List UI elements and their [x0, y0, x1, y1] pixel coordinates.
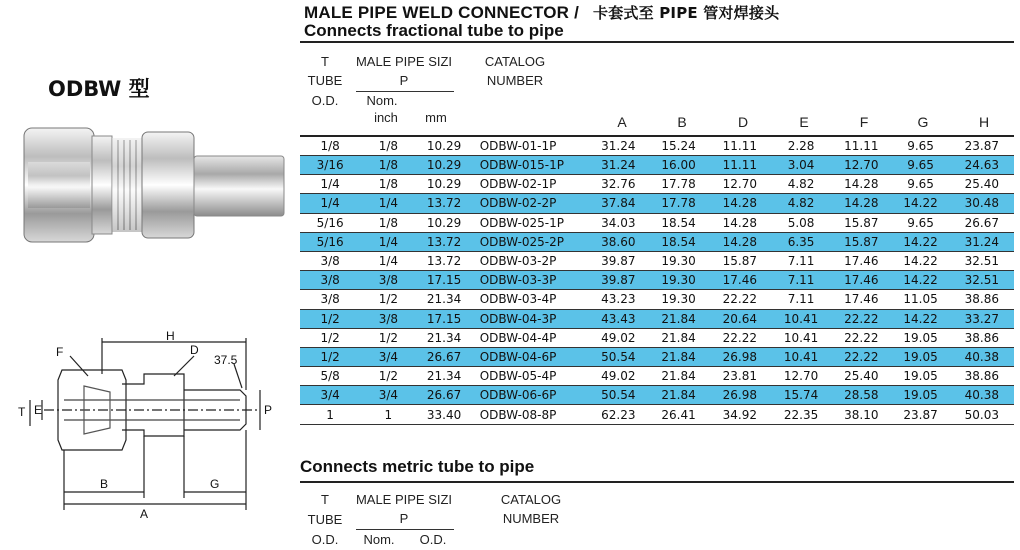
cell-dim-h: 40.38	[950, 347, 1014, 366]
cell-catalog-number: ODBW-03-3P	[472, 271, 588, 290]
cell-dim-a: 32.76	[588, 175, 648, 194]
cell-catalog-number: ODBW-02-1P	[472, 175, 588, 194]
section2-header-number: NUMBER	[502, 511, 560, 526]
cell-dim-d: 26.98	[709, 386, 771, 405]
cell-pipe-mm: 13.72	[416, 232, 471, 251]
cell-dim-d: 14.28	[709, 194, 771, 213]
table-row	[300, 309, 1014, 328]
cell-dim-h: 26.67	[950, 213, 1014, 232]
cell-dim-d: 11.11	[709, 136, 771, 156]
cell-dim-d: 14.28	[709, 232, 771, 251]
section2-rule	[300, 481, 1014, 483]
cell-dim-b: 21.84	[648, 367, 708, 386]
table-row	[300, 251, 1014, 270]
cell-dim-a: 31.24	[588, 136, 648, 156]
cell-dim-g: 19.05	[891, 328, 949, 347]
cell-pipe-inch: 1/8	[360, 213, 416, 232]
header-mm: mm	[425, 110, 447, 125]
cell-dim-d: 17.46	[709, 271, 771, 290]
cell-pipe-inch: 1/2	[360, 367, 416, 386]
cell-dim-f: 25.40	[831, 367, 891, 386]
cell-dim-g: 14.22	[891, 194, 949, 213]
cell-pipe-inch: 1/4	[360, 251, 416, 270]
cell-dim-e: 10.41	[771, 347, 831, 366]
dim-label-h: H	[166, 330, 175, 343]
dim-label-f: F	[56, 345, 64, 359]
cell-catalog-number: ODBW-03-2P	[472, 251, 588, 270]
cell-pipe-mm: 26.67	[416, 386, 471, 405]
cell-dim-g: 9.65	[891, 175, 949, 194]
cell-tube-od: 1/8	[300, 136, 360, 156]
dim-label-angle: 37.5	[214, 353, 238, 367]
section2-p-underline	[356, 529, 454, 530]
page-subtitle: Connects fractional tube to pipe	[304, 21, 564, 40]
dim-label-g: G	[210, 477, 220, 491]
cell-dim-g: 14.22	[891, 309, 949, 328]
cell-dim-e: 7.11	[771, 290, 831, 309]
cell-dim-a: 49.02	[588, 328, 648, 347]
cell-dim-f: 11.11	[831, 136, 891, 156]
header-od: O.D.	[311, 93, 339, 108]
cell-dim-b: 21.84	[648, 309, 708, 328]
cell-dim-f: 14.28	[831, 175, 891, 194]
table-row	[300, 156, 1014, 175]
cell-catalog-number: ODBW-06-6P	[472, 386, 588, 405]
cell-tube-od: 5/16	[300, 232, 360, 251]
cell-dim-e: 7.11	[771, 271, 831, 290]
cell-pipe-inch: 1/2	[360, 328, 416, 347]
spec-table	[300, 135, 1014, 425]
header-tube: TUBE	[307, 73, 343, 88]
section2-header-catalog: CATALOG	[500, 492, 562, 507]
cell-dim-a: 34.03	[588, 213, 648, 232]
header-inch: inch	[374, 110, 398, 125]
dim-label-a: A	[140, 507, 149, 521]
cell-dim-f: 17.46	[831, 290, 891, 309]
cell-dim-e: 5.08	[771, 213, 831, 232]
page-title	[304, 2, 779, 23]
cell-dim-e: 3.04	[771, 156, 831, 175]
cell-tube-od: 1/4	[300, 175, 360, 194]
dim-label-t: T	[18, 405, 26, 419]
cell-dim-g: 23.87	[891, 405, 949, 424]
model-label: ODBW 型	[48, 77, 150, 101]
cell-dim-f: 22.22	[831, 347, 891, 366]
table-row	[300, 175, 1014, 194]
cell-pipe-inch: 1/4	[360, 232, 416, 251]
cell-pipe-mm: 13.72	[416, 194, 471, 213]
cell-dim-a: 31.24	[588, 156, 648, 175]
cell-dim-e: 10.41	[771, 309, 831, 328]
cell-dim-g: 9.65	[891, 213, 949, 232]
cell-dim-b: 26.41	[648, 405, 708, 424]
table-row	[300, 271, 1014, 290]
cell-tube-od: 3/8	[300, 290, 360, 309]
cell-dim-b: 18.54	[648, 213, 708, 232]
cell-dim-g: 11.05	[891, 290, 949, 309]
cell-dim-b: 21.84	[648, 328, 708, 347]
table-row	[300, 386, 1014, 405]
cell-pipe-mm: 13.72	[416, 251, 471, 270]
cell-dim-f: 15.87	[831, 213, 891, 232]
cell-pipe-inch: 1	[360, 405, 416, 424]
cell-dim-h: 31.24	[950, 232, 1014, 251]
cell-pipe-mm: 21.34	[416, 290, 471, 309]
cell-dim-a: 37.84	[588, 194, 648, 213]
cell-dim-h: 32.51	[950, 251, 1014, 270]
cell-dim-e: 12.70	[771, 367, 831, 386]
cell-dim-b: 21.84	[648, 386, 708, 405]
cell-catalog-number: ODBW-025-2P	[472, 232, 588, 251]
cell-dim-d: 12.70	[709, 175, 771, 194]
cell-catalog-number: ODBW-025-1P	[472, 213, 588, 232]
cell-tube-od: 1/2	[300, 309, 360, 328]
cell-dim-e: 22.35	[771, 405, 831, 424]
cell-dim-h: 30.48	[950, 194, 1014, 213]
header-dim-g: G	[917, 114, 929, 130]
cell-dim-b: 19.30	[648, 251, 708, 270]
cell-catalog-number: ODBW-04-3P	[472, 309, 588, 328]
title-chinese: 卡套式至 PIPE 管对焊接头	[593, 4, 780, 22]
cell-dim-e: 7.11	[771, 251, 831, 270]
header-dim-e: E	[799, 114, 809, 130]
cell-pipe-mm: 26.67	[416, 347, 471, 366]
cell-dim-g: 19.05	[891, 347, 949, 366]
cell-tube-od: 3/16	[300, 156, 360, 175]
cell-pipe-inch: 1/4	[360, 194, 416, 213]
cell-dim-d: 23.81	[709, 367, 771, 386]
cell-tube-od: 1/2	[300, 328, 360, 347]
cell-dim-e: 6.35	[771, 232, 831, 251]
cell-dim-g: 9.65	[891, 136, 949, 156]
cell-dim-b: 19.30	[648, 271, 708, 290]
section2-header-t: T	[321, 492, 329, 507]
cell-dim-b: 17.78	[648, 194, 708, 213]
cell-dim-a: 39.87	[588, 251, 648, 270]
header-t: T	[321, 54, 329, 69]
cell-dim-e: 2.28	[771, 136, 831, 156]
cell-catalog-number: ODBW-02-2P	[472, 194, 588, 213]
cell-pipe-inch: 3/4	[360, 347, 416, 366]
cell-pipe-mm: 21.34	[416, 328, 471, 347]
cell-pipe-mm: 10.29	[416, 156, 471, 175]
cell-dim-d: 34.92	[709, 405, 771, 424]
header-dim-a: A	[617, 114, 627, 130]
cell-catalog-number: ODBW-01-1P	[472, 136, 588, 156]
cell-catalog-number: ODBW-015-1P	[472, 156, 588, 175]
cell-dim-f: 17.46	[831, 271, 891, 290]
cell-dim-f: 22.22	[831, 328, 891, 347]
header-dim-d: D	[737, 114, 749, 130]
cell-tube-od: 3/4	[300, 386, 360, 405]
cell-dim-f: 15.87	[831, 232, 891, 251]
cell-dim-a: 38.60	[588, 232, 648, 251]
cell-pipe-mm: 21.34	[416, 367, 471, 386]
cell-pipe-mm: 17.15	[416, 271, 471, 290]
cell-pipe-inch: 1/2	[360, 290, 416, 309]
cell-dim-g: 9.65	[891, 156, 949, 175]
cell-pipe-mm: 17.15	[416, 309, 471, 328]
table-row	[300, 347, 1014, 366]
cell-dim-b: 17.78	[648, 175, 708, 194]
dim-label-d: D	[190, 343, 199, 357]
header-p: P	[399, 73, 409, 88]
cell-catalog-number: ODBW-08-8P	[472, 405, 588, 424]
cell-dim-f: 28.58	[831, 386, 891, 405]
header-dim-h: H	[978, 114, 990, 130]
cell-dim-a: 43.43	[588, 309, 648, 328]
cell-dim-a: 39.87	[588, 271, 648, 290]
product-photo	[18, 122, 290, 248]
cell-dim-h: 38.86	[950, 290, 1014, 309]
cell-dim-b: 16.00	[648, 156, 708, 175]
table-row	[300, 136, 1014, 156]
cell-tube-od: 3/8	[300, 251, 360, 270]
cell-dim-d: 11.11	[709, 156, 771, 175]
cell-pipe-inch: 3/4	[360, 386, 416, 405]
cell-catalog-number: ODBW-04-4P	[472, 328, 588, 347]
table-row	[300, 213, 1014, 232]
section2-header-p: P	[399, 511, 409, 526]
cell-dim-g: 19.05	[891, 367, 949, 386]
cell-dim-a: 62.23	[588, 405, 648, 424]
table-row	[300, 290, 1014, 309]
cell-dim-h: 32.51	[950, 271, 1014, 290]
cell-catalog-number: ODBW-03-4P	[472, 290, 588, 309]
cell-dim-f: 14.28	[831, 194, 891, 213]
cell-catalog-number: ODBW-04-6P	[472, 347, 588, 366]
cell-dim-b: 18.54	[648, 232, 708, 251]
cell-pipe-mm: 10.29	[416, 175, 471, 194]
cell-pipe-inch: 1/8	[360, 136, 416, 156]
header-catalog: CATALOG	[484, 54, 546, 69]
table-row	[300, 328, 1014, 347]
cell-dim-h: 38.86	[950, 328, 1014, 347]
cell-dim-h: 50.03	[950, 405, 1014, 424]
cell-pipe-mm: 10.29	[416, 213, 471, 232]
header-male-pipe-size: MALE PIPE SIZI	[355, 54, 453, 69]
cell-dim-f: 22.22	[831, 309, 891, 328]
table-row	[300, 367, 1014, 386]
cell-dim-f: 12.70	[831, 156, 891, 175]
cell-dim-h: 23.87	[950, 136, 1014, 156]
cell-dim-h: 33.27	[950, 309, 1014, 328]
cell-dim-h: 25.40	[950, 175, 1014, 194]
cell-dim-d: 26.98	[709, 347, 771, 366]
section2-header-od2: O.D.	[419, 532, 447, 547]
table-row	[300, 194, 1014, 213]
cell-dim-a: 50.54	[588, 386, 648, 405]
cell-dim-h: 38.86	[950, 367, 1014, 386]
cell-pipe-inch: 1/8	[360, 156, 416, 175]
cell-dim-f: 38.10	[831, 405, 891, 424]
title-english: MALE PIPE WELD CONNECTOR /	[304, 3, 580, 22]
technical-drawing	[14, 330, 286, 526]
cell-dim-g: 14.22	[891, 251, 949, 270]
section2-header-tube: TUBE	[307, 512, 343, 527]
cell-dim-b: 15.24	[648, 136, 708, 156]
cell-dim-e: 10.41	[771, 328, 831, 347]
title-rule	[300, 41, 1014, 43]
cell-dim-e: 4.82	[771, 194, 831, 213]
cell-pipe-inch: 3/8	[360, 309, 416, 328]
section2-header-od: O.D.	[311, 532, 339, 547]
cell-dim-b: 19.30	[648, 290, 708, 309]
cell-pipe-inch: 1/8	[360, 175, 416, 194]
header-number: NUMBER	[486, 73, 544, 88]
cell-pipe-mm: 10.29	[416, 136, 471, 156]
cell-pipe-mm: 33.40	[416, 405, 471, 424]
section2-header-male-pipe-size: MALE PIPE SIZI	[355, 492, 453, 507]
cell-dim-f: 17.46	[831, 251, 891, 270]
section2-header-nom: Nom.	[363, 532, 395, 547]
cell-catalog-number: ODBW-05-4P	[472, 367, 588, 386]
cell-dim-a: 43.23	[588, 290, 648, 309]
cell-tube-od: 5/8	[300, 367, 360, 386]
cell-dim-h: 40.38	[950, 386, 1014, 405]
dim-label-e: E	[34, 403, 43, 417]
cell-tube-od: 1/4	[300, 194, 360, 213]
table-row	[300, 232, 1014, 251]
header-dim-b: B	[677, 114, 687, 130]
cell-dim-d: 14.28	[709, 213, 771, 232]
cell-dim-e: 15.74	[771, 386, 831, 405]
cell-dim-g: 19.05	[891, 386, 949, 405]
cell-tube-od: 1/2	[300, 347, 360, 366]
header-p-underline	[356, 91, 454, 92]
cell-dim-b: 21.84	[648, 347, 708, 366]
cell-pipe-inch: 3/8	[360, 271, 416, 290]
cell-dim-d: 15.87	[709, 251, 771, 270]
cell-tube-od: 3/8	[300, 271, 360, 290]
cell-tube-od: 5/16	[300, 213, 360, 232]
header-nom: Nom.	[366, 93, 398, 108]
cell-tube-od: 1	[300, 405, 360, 424]
cell-dim-d: 20.64	[709, 309, 771, 328]
dim-label-p: P	[264, 403, 273, 417]
header-dim-f: F	[859, 114, 869, 130]
cell-dim-a: 49.02	[588, 367, 648, 386]
table-row	[300, 405, 1014, 424]
cell-dim-g: 14.22	[891, 232, 949, 251]
cell-dim-h: 24.63	[950, 156, 1014, 175]
cell-dim-d: 22.22	[709, 328, 771, 347]
cell-dim-a: 50.54	[588, 347, 648, 366]
cell-dim-g: 14.22	[891, 271, 949, 290]
section2-title: Connects metric tube to pipe	[300, 457, 535, 476]
cell-dim-d: 22.22	[709, 290, 771, 309]
dim-label-b: B	[100, 477, 109, 491]
cell-dim-e: 4.82	[771, 175, 831, 194]
